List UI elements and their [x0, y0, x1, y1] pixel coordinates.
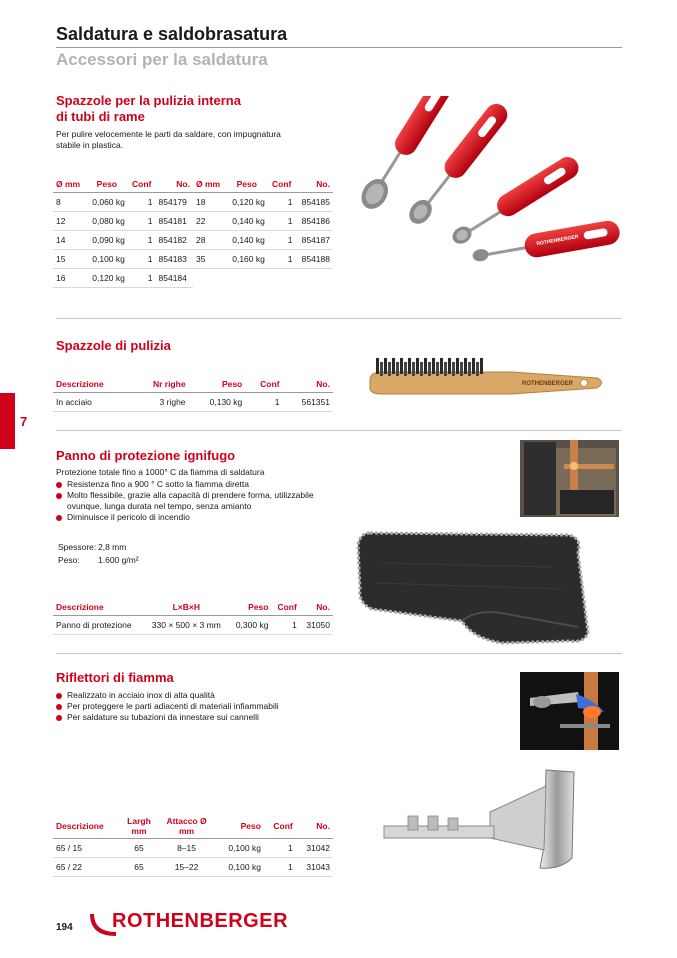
footer-brand-logo: ROTHENBERGER [112, 910, 289, 932]
section-description: Protezione totale fino a 1000° C da fiamma di saldatura [56, 467, 265, 477]
col-header: No. [295, 176, 333, 192]
cell: 0,080 kg [86, 211, 128, 230]
table-row [53, 230, 333, 249]
cell: 854187 [295, 230, 333, 249]
page-number: 194 [56, 922, 73, 933]
table-row [53, 392, 333, 411]
table-row [53, 857, 333, 876]
table-row [53, 268, 333, 287]
cell: 31050 [300, 615, 333, 634]
description-line: Per pulire velocemente le parti da saldare, con impugnatura [56, 129, 281, 139]
feature-item: Resistenza fino a 900 ° C sotto la fiamma diretta [56, 479, 346, 490]
table-row [53, 192, 333, 211]
cell: 1 [128, 211, 156, 230]
col-header: Conf [271, 599, 299, 615]
cell [295, 268, 333, 287]
cell: 0,100 kg [86, 249, 128, 268]
col-header [158, 814, 216, 838]
internal-brushes-image [340, 96, 622, 294]
cell: 1 [128, 192, 156, 211]
cell: 65 / 15 [53, 838, 120, 857]
cell: 854186 [295, 211, 333, 230]
brushes-table [53, 176, 333, 288]
cell: 0,090 kg [86, 230, 128, 249]
col-header: Conf [245, 376, 282, 392]
cell: 854181 [156, 211, 193, 230]
wire-brush-image [362, 350, 612, 414]
cell: 854182 [156, 230, 193, 249]
cell: 1 [245, 392, 282, 411]
feature-item: Per proteggere le parti adiacenti di materiali infiammabili [56, 701, 346, 712]
cell: 35 [193, 249, 226, 268]
section-divider [56, 653, 622, 654]
col-header: Peso [215, 814, 263, 838]
cell: 22 [193, 211, 226, 230]
cell: 12 [53, 211, 86, 230]
col-header: Ø mm [53, 176, 86, 192]
cell: 1 [128, 268, 156, 287]
cell: 1 [268, 211, 296, 230]
feature-item-line: Molto flessibile, grazie alla capacità di prendere forma, utilizzabile [67, 490, 314, 500]
cell: 1 [268, 192, 296, 211]
feature-item-line: ovunque, lunga durata nel tempo, senza amianto [67, 501, 252, 511]
cell: 1 [264, 857, 296, 876]
cell: 0,140 kg [226, 230, 268, 249]
section-description [56, 129, 281, 151]
cell: 1 [268, 230, 296, 249]
chapter-number: 7 [20, 414, 28, 429]
page-title: Saldatura e saldobrasatura [56, 24, 288, 44]
col-header: Peso [228, 599, 271, 615]
cell: 1 [268, 249, 296, 268]
table-row [53, 838, 333, 857]
col-header: No. [156, 176, 193, 192]
cell: 0,140 kg [226, 211, 268, 230]
spec-row [58, 555, 139, 566]
cell: 0,160 kg [226, 249, 268, 268]
cell: 0,300 kg [228, 615, 271, 634]
wire-bristles [376, 358, 483, 376]
brush-1 [356, 96, 457, 214]
cell: 65 / 22 [53, 857, 120, 876]
feature-item: Per saldature su tubazioni da innestare sui cannelli [56, 712, 346, 723]
cell: 8–15 [158, 838, 216, 857]
section-divider [56, 318, 622, 319]
cell: 1 [264, 838, 296, 857]
cell: 1 [271, 615, 299, 634]
col-header-line: Attacco Ø [166, 815, 207, 826]
cell: 854184 [156, 268, 193, 287]
cell: 15–22 [158, 857, 216, 876]
flame-reflector-table [53, 814, 333, 877]
cell: 8 [53, 192, 86, 211]
table-row [53, 211, 333, 230]
cell: 31042 [296, 838, 333, 857]
col-header: No. [300, 599, 333, 615]
cell: 1 [128, 249, 156, 268]
spec-row [58, 542, 126, 553]
col-header: Ø mm [193, 176, 226, 192]
feature-item: Diminuisce il pericolo di incendio [56, 512, 346, 523]
col-header: L×B×H [144, 599, 228, 615]
section-title-flame-reflectors: Riflettori di fiamma [56, 670, 174, 685]
cell: 854188 [295, 249, 333, 268]
cell: 854185 [295, 192, 333, 211]
cell: 18 [193, 192, 226, 211]
cell: 65 [120, 857, 157, 876]
cell: Panno di protezione [53, 615, 144, 634]
col-header-line: mm [131, 825, 147, 836]
flame-reflector-image [380, 766, 580, 872]
col-header: Descrizione [53, 814, 120, 838]
cell: 14 [53, 230, 86, 249]
col-header: Conf [268, 176, 296, 192]
brush-4 [471, 219, 622, 269]
spec-value: 2,8 mm [98, 542, 127, 552]
feature-list [56, 479, 346, 523]
cell: 0,130 kg [189, 392, 246, 411]
col-header: Descrizione [53, 376, 132, 392]
cell: 0,100 kg [215, 838, 263, 857]
section-title-internal-brushes [56, 93, 241, 125]
cell [268, 268, 296, 287]
feature-item: Realizzato in acciaio inox di alta qualità [56, 690, 346, 701]
section-title-fire-blanket: Panno di protezione ignifugo [56, 448, 236, 463]
cell: 0,120 kg [86, 268, 128, 287]
brush-brand-text: ROTHENBERGER [536, 233, 579, 248]
cell: 15 [53, 249, 86, 268]
col-header: Conf [264, 814, 296, 838]
col-header [120, 814, 157, 838]
col-header: Nr righe [132, 376, 189, 392]
cell: 0,120 kg [226, 192, 268, 211]
spec-label: Spessore: [58, 542, 97, 552]
cell: 16 [53, 268, 86, 287]
feature-item [56, 490, 346, 512]
cell [226, 268, 268, 287]
col-header: Peso [86, 176, 128, 192]
col-header-line: mm [178, 825, 195, 836]
cell: 28 [193, 230, 226, 249]
cell: 330 × 500 × 3 mm [144, 615, 228, 634]
section-title-line: Spazzole per la pulizia interna [56, 93, 241, 108]
table-row [53, 615, 333, 634]
feature-list [56, 690, 346, 723]
cell: 1 [128, 230, 156, 249]
chapter-tab [0, 393, 15, 449]
col-header: Peso [189, 376, 246, 392]
wire-brush-brand: ROTHENBERGER [522, 381, 574, 387]
table-row [53, 249, 333, 268]
cell: 31043 [296, 857, 333, 876]
fire-blanket-image [352, 523, 592, 645]
cell: 0,060 kg [86, 192, 128, 211]
header-divider [56, 47, 622, 48]
col-header: Descrizione [53, 599, 144, 615]
col-header: No. [296, 814, 333, 838]
cell [193, 268, 226, 287]
flame-reflector-in-use-photo [520, 672, 619, 750]
description-line: stabile in plastica. [56, 140, 124, 150]
col-header-line: Largh [127, 815, 151, 826]
spec-value: 1.600 g/m² [98, 555, 139, 565]
col-header: No. [283, 376, 334, 392]
section-divider [56, 430, 622, 431]
col-header: Peso [226, 176, 268, 192]
col-header: Conf [128, 176, 156, 192]
cell: 65 [120, 838, 157, 857]
fire-blanket-table [53, 599, 333, 635]
section-title-cleaning-brushes: Spazzole di pulizia [56, 338, 171, 353]
section-title-line: di tubi di rame [56, 109, 145, 124]
page-subtitle: Accessori per la saldatura [56, 50, 268, 69]
cell: 561351 [283, 392, 334, 411]
fire-blanket-in-use-photo [520, 440, 619, 517]
cell: 854179 [156, 192, 193, 211]
cell: 3 righe [132, 392, 189, 411]
cell: In acciaio [53, 392, 132, 411]
cleaning-brushes-table [53, 376, 333, 412]
cell: 854183 [156, 249, 193, 268]
spec-label: Peso: [58, 555, 80, 565]
cell: 0,100 kg [215, 857, 263, 876]
